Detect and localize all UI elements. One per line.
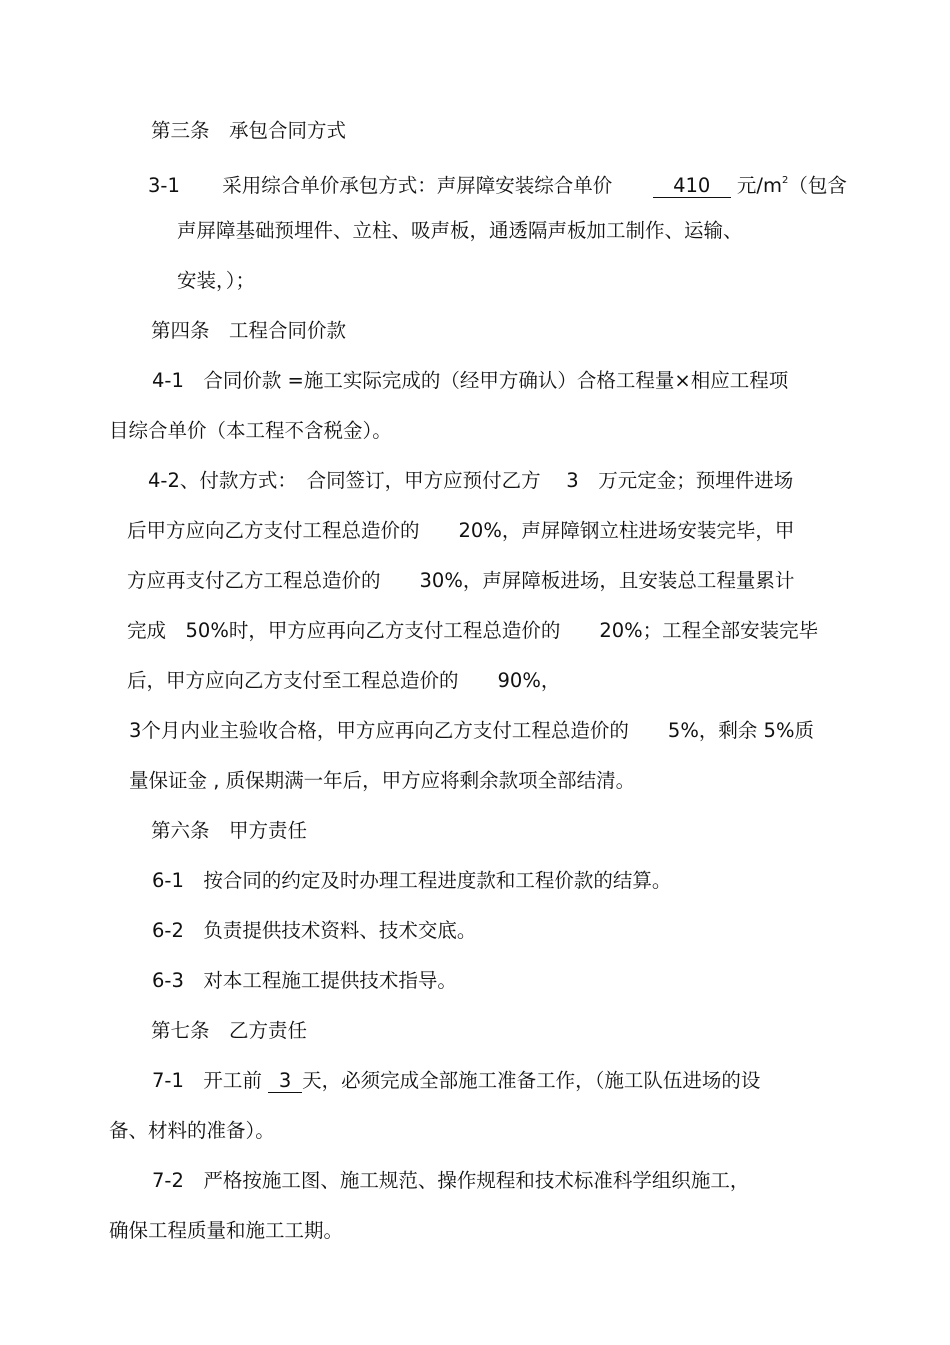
clause-4-1-line-2: 目综合单价（本工程不含税金）。	[109, 419, 392, 442]
article-4-title: 第四条 工程合同价款	[151, 319, 347, 342]
clause-text: 采用综合单价承包方式：声屏障安装综合单价	[222, 174, 613, 197]
clause-6-3: 6-3 对本工程施工提供技术指导。	[152, 969, 457, 992]
article-7-title: 第七条 乙方责任	[151, 1019, 308, 1042]
days-value: 3	[268, 1070, 302, 1093]
clause-4-1-line-1: 4-1 合同价款 =施工实际完成的（经甲方确认）合格工程量×相应工程项	[152, 369, 789, 392]
clause-4-2-line-1: 4-2、付款方式： 合同签订，甲方应预付乙方 3 万元定金；预埋件进场	[148, 469, 794, 492]
unit-superscript: 2	[781, 175, 789, 186]
unit-price-value: 410	[653, 175, 731, 198]
clause-text-tail: 天，必须完成全部施工准备工作，（施工队伍进场的设	[302, 1069, 761, 1092]
clause-7-1-line-2: 备、材料的准备）。	[109, 1119, 275, 1142]
clause-4-2-line-4: 完成 50%时，甲方应再向乙方支付工程总造价的 20%；工程全部安装完毕	[127, 619, 819, 642]
clause-4-2-line-3: 方应再支付乙方工程总造价的 30%，声屏障板进场，且安装总工程量累计	[127, 569, 795, 592]
clause-4-2-line-2: 后甲方应向乙方支付工程总造价的 20%，声屏障钢立柱进场安装完毕，甲	[127, 519, 795, 542]
clause-7-1-line-1	[152, 1068, 760, 1094]
clause-7-2-line-2: 确保工程质量和施工工期。	[109, 1219, 344, 1242]
clause-7-2-line-1: 7-2 严格按施工图、施工规范、操作规程和技术标准科学组织施工，	[152, 1169, 750, 1192]
article-6-title: 第六条 甲方责任	[151, 819, 308, 842]
clause-4-2-line-5: 后，甲方应向乙方支付至工程总造价的 90%，	[127, 669, 561, 692]
clause-number: 3-1	[148, 174, 180, 197]
clause-3-1-line-3: 安装，）；	[177, 269, 256, 292]
unit-price-unit: 元/m	[736, 174, 782, 197]
clause-text: 7-1 开工前	[152, 1069, 262, 1092]
article-3-title: 第三条 承包合同方式	[151, 119, 347, 142]
clause-4-2-line-7: 量保证金 , 质保期满一年后，甲方应将剩余款项全部结清。	[129, 769, 636, 792]
clause-text-tail: （包含	[788, 174, 847, 197]
clause-6-2: 6-2 负责提供技术资料、技术交底。	[152, 919, 477, 942]
clause-4-2-line-6: 3个月内业主验收合格，甲方应再向乙方支付工程总造价的 5%，剩余 5%质	[129, 719, 814, 742]
clause-6-1: 6-1 按合同的约定及时办理工程进度款和工程价款的结算。	[152, 869, 672, 892]
clause-3-1-line-2: 声屏障基础预埋件、立柱、吸声板，通透隔声板加工制作、运输、	[177, 219, 743, 242]
clause-3-1-line-1	[148, 168, 847, 199]
